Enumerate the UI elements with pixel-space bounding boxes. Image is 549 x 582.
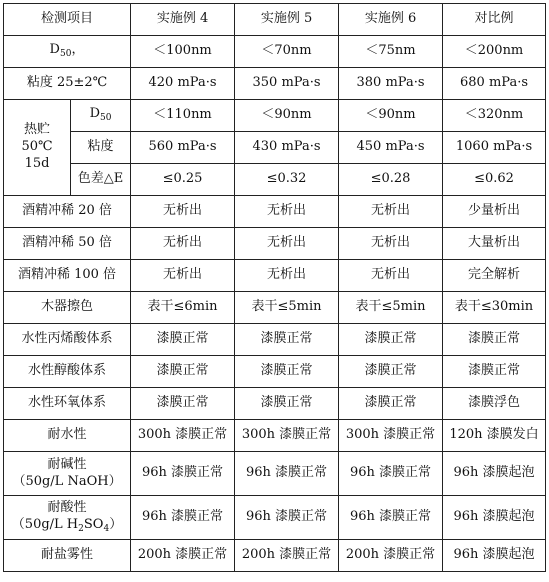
cell: 300h 漆膜正常 [339,420,443,452]
storage-label-line: 50℃ [21,139,53,155]
cell: 96h 漆膜起泡 [443,496,546,540]
storage-label-line: 热贮 [23,122,50,138]
table-row-storage-d50 [4,100,546,132]
row-label: 粘度 25±2℃ [4,68,131,100]
cell: ＜100nm [131,36,235,68]
row-label: 酒精冲稀 50 倍 [4,228,131,260]
cell: 120h 漆膜发白 [443,420,546,452]
label-subscript: 50 [59,49,72,60]
row-label: 耐盐雾性 [4,540,131,572]
table-row [4,324,546,356]
label-text: D [49,42,60,58]
header-example-5: 实施例 5 [235,4,339,36]
storage-label-line: 15d [24,155,50,171]
cell: ＜90nm [339,100,443,132]
label-suffix: ， [71,42,85,58]
table-row [4,292,546,324]
cell: 漆膜浮色 [443,388,546,420]
row-label: 木器擦色 [4,292,131,324]
table-row [4,420,546,452]
cell: 漆膜正常 [339,324,443,356]
cell: 96h 漆膜正常 [339,452,443,496]
cell: 大量析出 [443,228,546,260]
cell: 96h 漆膜正常 [131,496,235,540]
cell: 96h 漆膜起泡 [443,540,546,572]
cell: 无析出 [131,196,235,228]
cell: 96h 漆膜正常 [235,452,339,496]
table-row [4,196,546,228]
label-part: （50g/L H [11,516,79,532]
cell: 200h 漆膜正常 [235,540,339,572]
table-row [4,260,546,292]
cell: 1060 mPa·s [443,132,546,164]
cell: 漆膜正常 [235,388,339,420]
cell: 300h 漆膜正常 [235,420,339,452]
cell: 无析出 [339,196,443,228]
cell: 完全解析 [443,260,546,292]
table-row-acid-resistance [4,496,546,540]
row-label: 酒精冲稀 20 倍 [4,196,131,228]
cell: 无析出 [235,228,339,260]
row-label [4,452,131,496]
cell: 漆膜正常 [131,356,235,388]
row-label [71,100,131,132]
cell: ≤0.32 [235,164,339,196]
cell: 680 mPa·s [443,68,546,100]
cell: 漆膜正常 [443,324,546,356]
table-row-storage-color-diff [4,164,546,196]
cell: 无析出 [235,260,339,292]
label-subscript: 4 [103,523,110,534]
label-part: ） [109,516,123,532]
table-row [4,228,546,260]
label-line [4,517,130,536]
row-label: 色差△E [71,164,131,196]
storage-group-label [4,100,71,196]
row-label: 耐水性 [4,420,131,452]
cell: 表干≤5min [235,292,339,324]
cell: ＜90nm [235,100,339,132]
cell: 无析出 [131,228,235,260]
table-row-alkali-resistance [4,452,546,496]
table-row [4,388,546,420]
row-label [4,496,131,540]
cell: 560 mPa·s [131,132,235,164]
cell: ＜200nm [443,36,546,68]
cell: 200h 漆膜正常 [131,540,235,572]
cell: 漆膜正常 [235,356,339,388]
cell: 表干≤6min [131,292,235,324]
cell: ＜70nm [235,36,339,68]
cell: 表干≤5min [339,292,443,324]
cell: 漆膜正常 [443,356,546,388]
cell: 漆膜正常 [339,388,443,420]
cell: 无析出 [131,260,235,292]
cell: 表干≤30min [443,292,546,324]
row-label: 粘度 [71,132,131,164]
header-example-4: 实施例 4 [131,4,235,36]
test-results-table [3,3,546,572]
cell: 96h 漆膜正常 [235,496,339,540]
cell: 无析出 [339,228,443,260]
cell: 300h 漆膜正常 [131,420,235,452]
cell: ≤0.25 [131,164,235,196]
cell: 420 mPa·s [131,68,235,100]
row-label: 水性环氧体系 [4,388,131,420]
cell: 380 mPa·s [339,68,443,100]
cell: 漆膜正常 [131,388,235,420]
cell: 漆膜正常 [339,356,443,388]
label-line: 耐碱性 [47,456,87,472]
cell: ＜110nm [131,100,235,132]
cell: 450 mPa·s [339,132,443,164]
label-text: D [89,106,100,122]
cell: 350 mPa·s [235,68,339,100]
label-subscript: 2 [78,523,84,534]
header-example-6: 实施例 6 [339,4,443,36]
label-line: 耐酸性 [47,499,87,515]
cell: 漆膜正常 [235,324,339,356]
cell: 无析出 [339,260,443,292]
cell: ≤0.62 [443,164,546,196]
label-part: SO [83,516,104,532]
table-row-viscosity [4,68,546,100]
cell: 少量析出 [443,196,546,228]
table-row-storage-viscosity [4,132,546,164]
cell: ＜320nm [443,100,546,132]
cell: 96h 漆膜正常 [339,496,443,540]
cell: 漆膜正常 [131,324,235,356]
cell: 430 mPa·s [235,132,339,164]
row-label: 水性醇酸体系 [4,356,131,388]
cell: ＜75nm [339,36,443,68]
header-row [4,4,546,36]
label-line: （50g/L NaOH） [12,473,122,489]
row-label: 水性丙烯酸体系 [4,324,131,356]
table-row-salt-spray [4,540,546,572]
cell: 96h 漆膜起泡 [443,452,546,496]
table-row-d50 [4,36,546,68]
row-label [4,36,131,68]
cell: ≤0.28 [339,164,443,196]
table-row [4,356,546,388]
cell: 96h 漆膜正常 [131,452,235,496]
cell: 200h 漆膜正常 [339,540,443,572]
cell: 无析出 [235,196,339,228]
header-comparative: 对比例 [443,4,546,36]
label-subscript: 50 [100,113,112,124]
row-label: 酒精冲稀 100 倍 [4,260,131,292]
header-test-item: 检测项目 [4,4,131,36]
